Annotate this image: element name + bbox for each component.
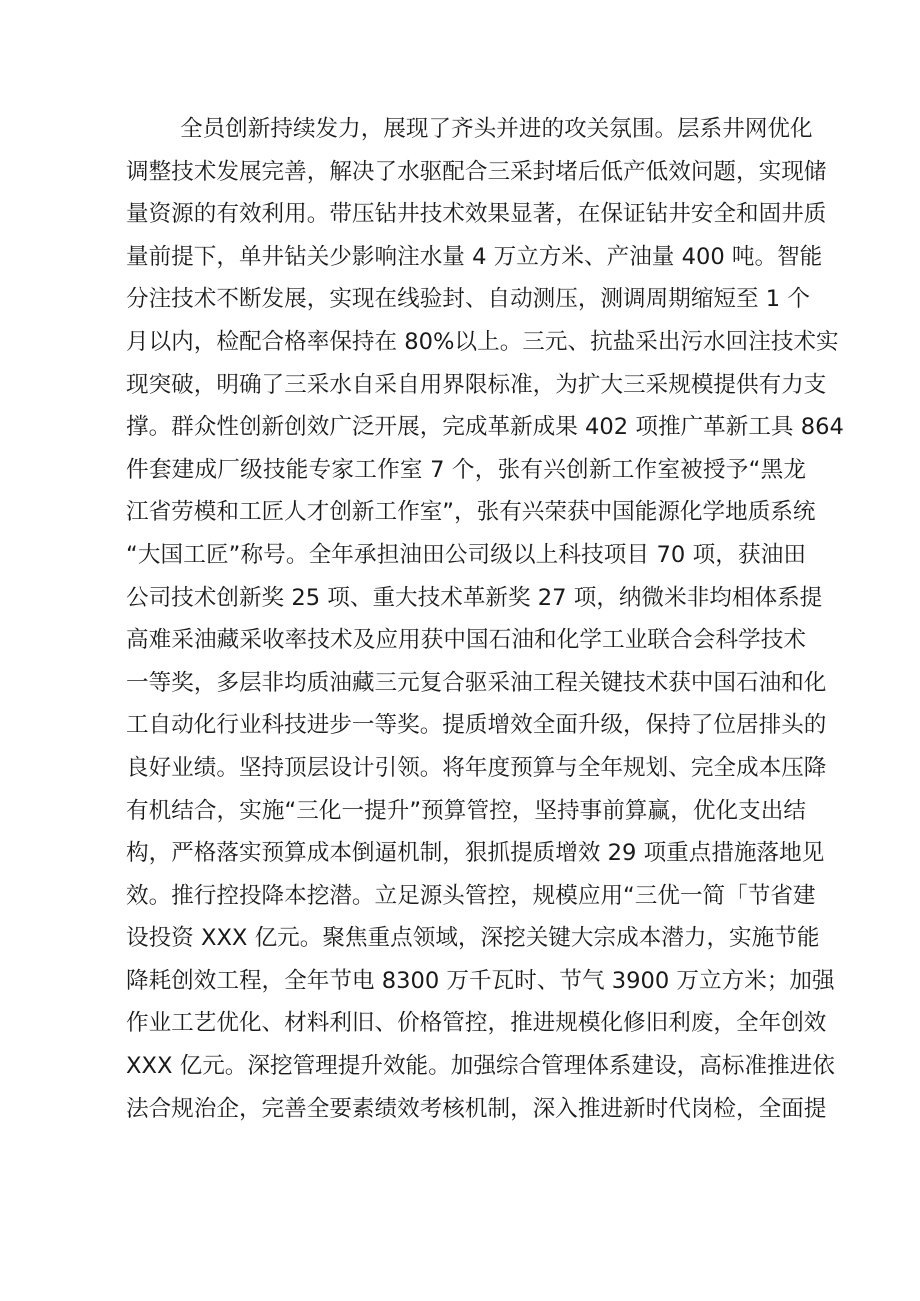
text-line: 有机结合，实施“三化一提升”预算管控，坚持事前算赢，优化支出结: [126, 797, 806, 824]
text-line: 量前提下，单井钻关少影响注水量 4 万立方米、产油量 400 吨。智能: [126, 243, 823, 270]
text-line: “大国工匠”称号。全年承担油田公司级以上科技项目 70 项，获油田: [126, 541, 806, 568]
text-line: 一等奖，多层非均质油藏三元复合驱采油工程关键技术获中国石油和化: [126, 669, 827, 696]
text-line: 月以内，检配合格率保持在 80%以上。三元、抗盐采出污水回注技术实: [126, 328, 839, 355]
text-line: 工自动化行业科技进步一等奖。提质增效全面升级，保持了位居排头的: [126, 712, 827, 739]
text-line: 公司技术创新奖 25 项、重大技术革新奖 27 项，纳微米非均相体系提: [126, 584, 823, 611]
text-line: 作业工艺优化、材料利旧、价格管控，推进规模化修旧利废，全年创效: [126, 1010, 827, 1037]
text-line: 效。推行控投降本挖潜。立足源头管控，规模应用“三优一简「节省建: [126, 882, 816, 909]
text-line: 法合规治企，完善全要素绩效考核机制，深入推进新时代岗检，全面提: [126, 1095, 827, 1122]
text-line: 调整技术发展完善，解决了水驱配合三采封堵后低产低效问题，实现储: [126, 158, 827, 185]
text-line: 撑。群众性创新创效广泛开展，完成革新成果 402 项推广革新工具 864: [126, 414, 844, 441]
text-line: 设投资 XXX 亿元。聚焦重点领域，深挖关键大宗成本潜力，实施节能: [126, 925, 820, 952]
text-line: XXX 亿元。深挖管理提升效能。加强综合管理体系建设，高标准推进依: [126, 1053, 835, 1080]
text-line: 江省劳模和工匠人才创新工作室”，张有兴荣获中国能源化学地质系统: [126, 499, 816, 526]
text-line: 件套建成厂级技能专家工作室 7 个，张有兴创新工作室被授予“黑龙: [126, 456, 806, 483]
text-line: 量资源的有效利用。带压钻井技术效果显著，在保证钻井安全和固井质: [126, 201, 827, 228]
text-line: 良好业绩。坚持顶层设计引领。将年度预算与全年规划、完全成本压降: [126, 754, 827, 781]
text-line: 现突破，明确了三采水自采自用界限标准，为扩大三采规模提供有力支: [126, 371, 827, 398]
text-line: 分注技术不断发展，实现在线验封、自动测压，测调周期缩短至 1 个: [126, 286, 810, 313]
text-line: 高难采油藏采收率技术及应用获中国石油和化学工业联合会科学技术: [126, 627, 806, 654]
body-paragraph: [126, 108, 844, 1130]
text-line: 构，严格落实预算成本倒逼机制，狠抓提质增效 29 项重点措施落地见: [126, 840, 825, 867]
text-line: 全员创新持续发力，展现了齐头并进的攻关氛围。层系井网优化: [180, 116, 813, 142]
text-line: 降耗创效工程，全年节电 8300 万千瓦时、节气 3900 万立方米；加强: [126, 967, 835, 994]
